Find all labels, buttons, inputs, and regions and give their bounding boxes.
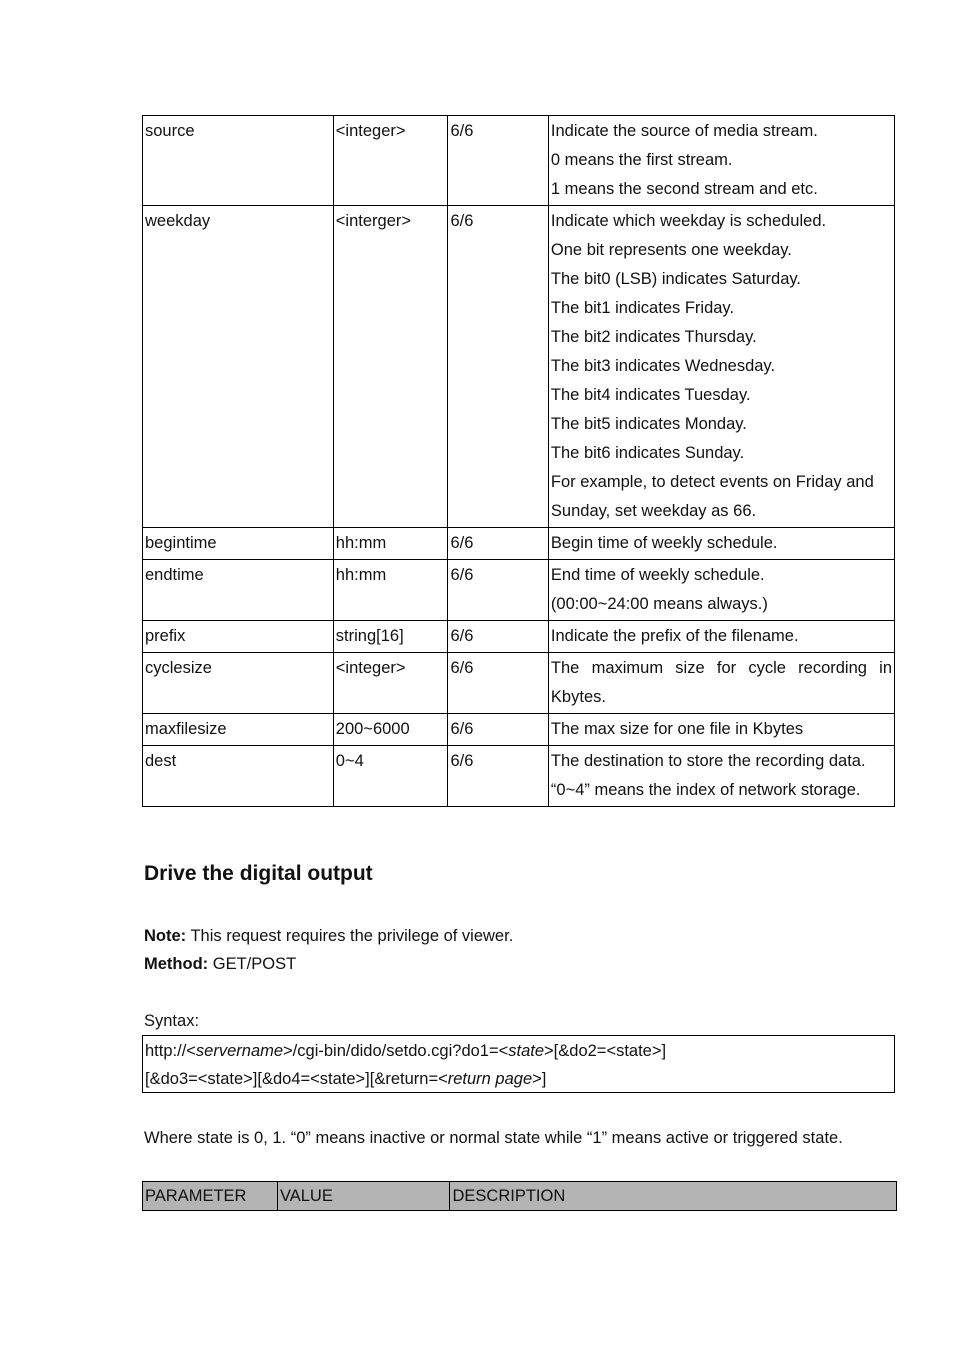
param-security-cell: 6/6	[448, 560, 548, 621]
method-line	[144, 950, 513, 978]
param-security-cell: 6/6	[448, 714, 548, 746]
header-row	[143, 1182, 897, 1211]
param-name-cell: dest	[143, 746, 334, 807]
syntax-text: http://<	[145, 1042, 196, 1060]
description-line: Begin time of weekly schedule.	[550, 534, 778, 552]
description-line: The bit2 indicates Thursday.	[550, 328, 757, 346]
param-name-cell: weekday	[143, 206, 334, 528]
param-security-cell: 6/6	[448, 528, 548, 560]
param-name-cell: cyclesize	[143, 653, 334, 714]
syntax-line-2	[145, 1065, 892, 1093]
description-line: “0~4” means the index of network storage.	[550, 781, 861, 799]
syntax-box	[142, 1035, 895, 1093]
param-value-cell: 200~6000	[333, 714, 448, 746]
method-label: Method:	[144, 955, 209, 973]
description-line: Indicate the prefix of the filename.	[550, 627, 799, 645]
note-block	[144, 922, 513, 978]
param-security-cell: 6/6	[448, 206, 548, 528]
param-name-cell: maxfilesize	[143, 714, 334, 746]
parameter-table	[142, 115, 895, 807]
param-description-cell	[548, 528, 894, 560]
description-line: 0 means the first stream.	[550, 151, 733, 169]
table-row	[143, 560, 895, 621]
syntax-return-page: return page	[447, 1070, 533, 1088]
table-row	[143, 206, 895, 528]
syntax-text: >/cgi-bin/dido/setdo.cgi?do1=<	[283, 1042, 509, 1060]
syntax-label: Syntax:	[144, 1012, 200, 1030]
param-value-cell: hh:mm	[333, 528, 448, 560]
syntax-text: >]	[532, 1070, 547, 1088]
param-description-cell	[548, 621, 894, 653]
description-line: (00:00~24:00 means always.)	[550, 595, 768, 613]
description-line: End time of weekly schedule.	[550, 566, 765, 584]
param-value-cell: <integer>	[333, 653, 448, 714]
description-line: Indicate the source of media stream.	[550, 122, 818, 140]
parameter-table-body	[143, 116, 895, 807]
param-description-cell	[548, 206, 894, 528]
syntax-line-1	[145, 1037, 892, 1065]
where-text: Where state is 0, 1. “0” means inactive or normal state while “1” means active or triggered state.	[144, 1129, 843, 1147]
param-description-cell	[548, 746, 894, 807]
param-security-cell: 6/6	[448, 621, 548, 653]
param-value-cell: hh:mm	[333, 560, 448, 621]
param-name-cell: source	[143, 116, 334, 206]
description-line: The bit3 indicates Wednesday.	[550, 357, 776, 375]
table-row	[143, 653, 895, 714]
param-description-cell	[548, 714, 894, 746]
param-description-cell	[548, 560, 894, 621]
description-line: Indicate which weekday is scheduled.	[550, 212, 827, 230]
note-label: Note:	[144, 927, 187, 945]
description-line: The destination to store the recording data.	[550, 752, 866, 770]
table-row	[143, 528, 895, 560]
param-name-cell: prefix	[143, 621, 334, 653]
param-name-cell: begintime	[143, 528, 334, 560]
description-line: The max size for one file in Kbytes	[550, 720, 804, 738]
method-text: GET/POST	[208, 955, 297, 973]
header-value: VALUE	[277, 1182, 450, 1211]
param-security-cell: 6/6	[448, 653, 548, 714]
header-description: DESCRIPTION	[450, 1182, 897, 1211]
param-security-cell: 6/6	[448, 116, 548, 206]
param-value-cell: <integer>	[333, 116, 448, 206]
section-title: Drive the digital output	[144, 862, 373, 885]
description-line: 1 means the second stream and etc.	[550, 180, 818, 198]
param-description-cell: The maximum size for cycle recording in Kbytes.	[548, 653, 894, 714]
table-row	[143, 746, 895, 807]
param-value-cell: string[16]	[333, 621, 448, 653]
description-line: Sunday, set weekday as 66.	[550, 502, 757, 520]
param-value-cell: <interger>	[333, 206, 448, 528]
note-line	[144, 922, 513, 950]
description-line: The bit0 (LSB) indicates Saturday.	[550, 270, 801, 288]
param-value-cell: 0~4	[333, 746, 448, 807]
description-line: The bit1 indicates Friday.	[550, 299, 735, 317]
syntax-text: [&do3=<state>][&do4=<state>][&return=<	[145, 1070, 448, 1088]
note-text: This request requires the privilege of viewer.	[186, 927, 514, 945]
description-line: The bit6 indicates Sunday.	[550, 444, 745, 462]
table-row	[143, 116, 895, 206]
table-row	[143, 621, 895, 653]
parameter-header-table	[142, 1181, 897, 1211]
syntax-servername: servername	[195, 1042, 284, 1060]
description-line: The bit4 indicates Tuesday.	[550, 386, 751, 404]
description-line: One bit represents one weekday.	[550, 241, 792, 259]
description-line: The bit5 indicates Monday.	[550, 415, 747, 433]
param-name-cell: endtime	[143, 560, 334, 621]
description-line: For example, to detect events on Friday and	[550, 473, 874, 491]
syntax-text: >[&do2=<state>]	[544, 1042, 667, 1060]
header-parameter: PARAMETER	[143, 1182, 278, 1211]
param-security-cell: 6/6	[448, 746, 548, 807]
table-row	[143, 714, 895, 746]
syntax-state: state	[508, 1042, 545, 1060]
param-description-cell	[548, 116, 894, 206]
